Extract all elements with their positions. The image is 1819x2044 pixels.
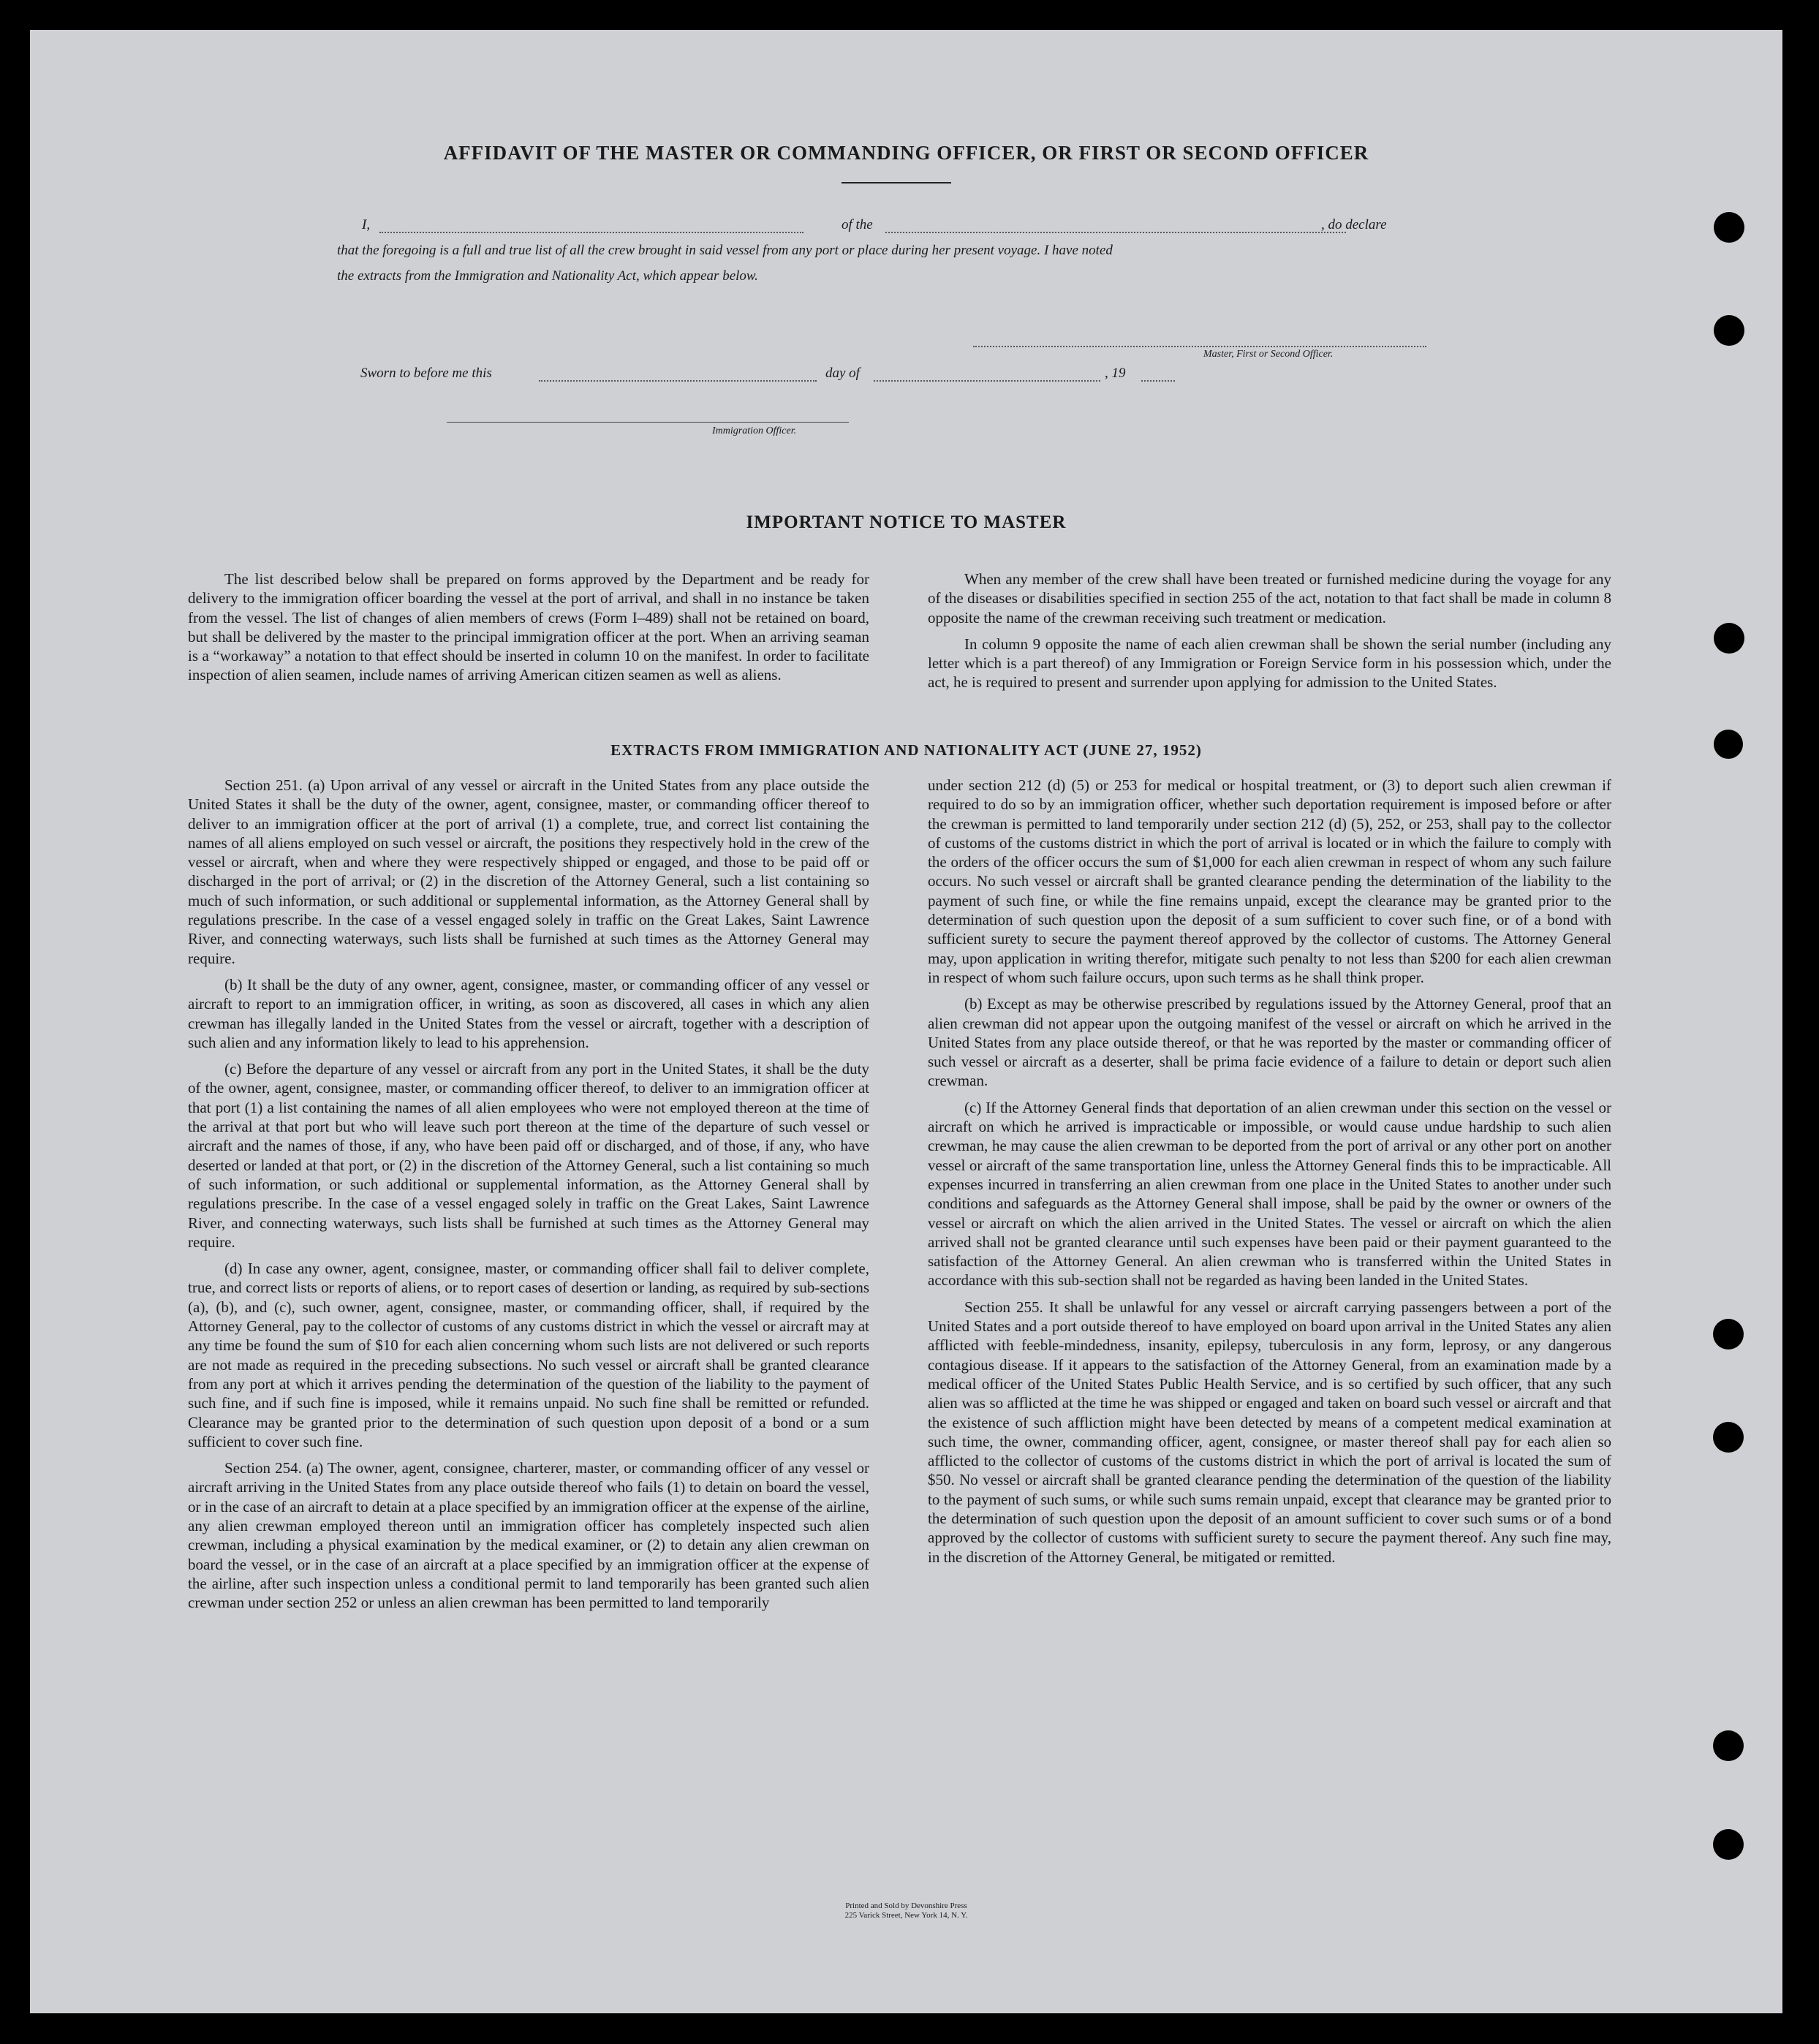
extract-paragraph: (c) Before the departure of any vessel or aircraft from any port in the United States, it shall be the duty of the owner, agent, consignee, master, or commanding officer thereof, to deliver to an immigration officer at that port (1) a list containing the names of all alien employees who were not employed thereon at the time of the arrival at that port but who will leave such port thereon at the time of the departure of such vessel or aircraft and the names of those, if any, who have been paid off or discharged, and of those, if any, who have deserted or landed at that port, or (2) in the discretion of the Attorney General, such a list containing so much of such information, or such additional or supplemental information, as the Attorney General shall by regulations prescribe. In the case of a vessel engaged solely in traffic on the Great Lakes, Saint Lawrence River, and connecting waterways, such lists shall be furnished at such times as the Attorney General may require. <box>188 1060 869 1251</box>
binder-hole <box>1714 212 1744 243</box>
extract-paragraph: (d) In case any owner, agent, consignee, master, or commanding officer shall fail to deliver complete, true, and correct lists or reports of aliens, or to report cases of desertion or landing, as required by sub-sections (a), (b), and (c), such owner, agent, consignee, master, or commanding officer, shall, if required by the Attorney General, pay to the collector of customs of any customs district in which the vessel or aircraft may at any time be found the sum of $10 for each alien concerning whom such lists are not delivered or such reports are not made as required in the preceding subsections. No such vessel or aircraft shall be granted clearance from any port at which it arrives pending the determination of the question of the liability to the payment of such fine, and if such fine is imposed, while it remains unpaid. No such fine shall be remitted or refunded. Clearance may be granted prior to the determination of such question upon deposit of a bond or a sum sufficient to cover such fine. <box>188 1260 869 1450</box>
title-rule <box>842 182 951 183</box>
notice-title: IMPORTANT NOTICE TO MASTER <box>746 512 1067 532</box>
signature-line[interactable] <box>973 346 1426 347</box>
affidavit-i-label: I, <box>362 217 371 232</box>
day-of-label: day of <box>825 366 860 381</box>
affidavit-title: AFFIDAVIT OF THE MASTER OR COMMANDING OFFICER, OR FIRST OR SECOND OFFICER <box>443 142 1369 164</box>
binder-hole <box>1714 730 1743 759</box>
officer-line[interactable] <box>447 422 849 423</box>
notice-paragraph: When any member of the crew shall have been treated or furnished medicine during the voyage for any of the diseases or disabilities specified in section 255 of the act, notation to that fact shall be made in column 8 opposite the name of the crewman receiving such treatment or medication. <box>928 570 1611 627</box>
binder-hole <box>1713 1319 1744 1350</box>
extracts-left-column <box>188 776 869 1612</box>
affidavit-of-the-label: of the <box>842 217 873 232</box>
extract-paragraph: under section 212 (d) (5) or 253 for medical or hospital treatment, or (3) to deport such alien crewman if required to do so by an immigration officer, whether such deportation requirement is imposed before or after the crewman is permitted to land temporarily under section 212 (d) (5), 252, or 253, shall pay to the collector of customs of the customs district in which the port of arrival is located or in which the failure to comply with the orders of the officer occurs the sum of $1,000 for each alien crewman in respect of whom any such failure occurs. No such vessel or aircraft shall be granted clearance pending the determination of the liability to the payment of such fine, or while the fine remains unpaid, except the clearance may be granted prior to the determination of such question upon the deposit of a sum sufficient to cover such fine, or of a bond with sufficient surety to secure the payment thereof approved by the collector of customs. The Attorney General may, upon application in writing therefor, mitigate such penalty to not less than $200 for each alien crewman in respect of whom such failure occurs, upon such terms as he shall think proper. <box>928 776 1611 986</box>
printer-address: 225 Varick Street, New York 14, N. Y. <box>844 1911 968 1920</box>
notice-paragraph: In column 9 opposite the name of each alien crewman shall be shown the serial number (including any letter which is a part thereof) of any Immigration or Foreign Service form in his possession which, under the act, he is required to present and surrender upon applying for admission to the United States. <box>928 635 1611 692</box>
affidavit-declare-label: , do declare <box>1321 217 1387 232</box>
binder-hole <box>1713 1829 1744 1860</box>
notice-paragraph: The list described below shall be prepared on forms approved by the Department and be ready for delivery to the immigration officer boarding the vessel at the port of arrival, and shall in no instance be taken from the vessel. The list of changes of alien members of crews (Form I–489) shall not be retained on board, but shall be delivered by the master to the principal immigration officer at the port. When an arriving seaman is a “workaway” a notation to that effect should be inserted in column 10 on the manifest. In order to facilitate inspection of alien seamen, include names of arriving American citizen seamen as well as aliens. <box>188 570 869 684</box>
affidavit-line-2: that the foregoing is a full and true list of all the crew brought in said vessel from any port or place during her present voyage. I have noted <box>337 243 1113 258</box>
extract-paragraph: Section 251. (a) Upon arrival of any vessel or aircraft in the United States from any place outside the United States it shall be the duty of the owner, agent, consignee, master, or commanding officer thereof to deliver to an immigration officer at the port of arrival (1) a complete, true, and correct list containing the names of all aliens employed on such vessel or aircraft, the positions they respectively hold in the crew of the vessel or aircraft, when and where they were respectively shipped or engaged, and those to be paid off or discharged in the port of arrival; or (2) in the discretion of the Attorney General, such a list containing so much of such information, or such additional or supplemental information, as the Attorney General shall by regulations prescribe. In the case of a vessel engaged solely in traffic on the Great Lakes, Saint Lawrence River, and connecting waterways, such lists shall be furnished at such times as the Attorney General may require. <box>188 776 869 967</box>
sworn-day-blank[interactable] <box>539 380 817 382</box>
extracts-title: EXTRACTS FROM IMMIGRATION AND NATIONALITY ACT (JUNE 27, 1952) <box>610 741 1202 759</box>
vessel-blank[interactable] <box>885 232 1346 233</box>
notice-right-column <box>928 569 1611 692</box>
extract-paragraph: (b) It shall be the duty of any owner, agent, consignee, master, or commanding officer of any vessel or aircraft to report to an immigration officer, in writing, as soon as discovered, all cases in which any alien crewman has illegally landed in the United States from the vessel or aircraft, together with a description of such alien and any information likely to lead to his apprehension. <box>188 975 869 1051</box>
binder-hole <box>1713 1422 1744 1453</box>
name-blank[interactable] <box>379 232 803 233</box>
printer-imprint <box>30 1901 1782 1920</box>
binder-hole <box>1714 623 1744 654</box>
year-label: , 19 <box>1105 366 1126 381</box>
form-sheet <box>30 30 1782 2013</box>
printer-name: Printed and Sold by Devonshire Press <box>845 1901 967 1910</box>
affidavit-line-3: the extracts from the Immigration and Nationality Act, which appear below. <box>337 268 758 284</box>
binder-hole <box>1714 315 1744 346</box>
sworn-month-blank[interactable] <box>874 380 1100 382</box>
extract-paragraph: Section 254. (a) The owner, agent, consignee, charterer, master, or commanding officer of any vessel or aircraft arriving in the United States from any place outside thereof who fails (1) to detain on board the vessel, or in the case of an aircraft to detain at a place specified by an immigration officer at the expense of the airline, any alien crewman employed thereon until an immigration officer has completely inspected such alien crewman, including a physical examination by the medical examiner, or (2) to detain any alien crewman on board the vessel, or in the case of an aircraft at a place specified by an immigration officer at the expense of the airline, after such inspection unless a conditional permit to land temporarily has been granted such alien crewman under section 252 or unless an alien crewman has been permitted to land temporarily <box>188 1459 869 1612</box>
extract-paragraph: (b) Except as may be otherwise prescribed by regulations issued by the Attorney General, proof that an alien crewman did not appear upon the outgoing manifest of the vessel or aircraft on which he arrived in the United States from any place outside thereof, or that he was reported by the master or commanding officer of such vessel or aircraft as a deserter, shall be prima facie evidence of a failure to detain or deport such alien crewman. <box>928 995 1611 1090</box>
officer-caption: Immigration Officer. <box>712 425 797 436</box>
extract-paragraph: Section 255. It shall be unlawful for any vessel or aircraft carrying passengers between a port of the United States and a port outside thereof to have employed on board upon arrival in the United States any alien afflicted with feeble-mindedness, insanity, epilepsy, tuberculosis in any form, leprosy, or any dangerous contagious disease. If it appears to the satisfaction of the Attorney General, from an examination made by a medical officer of the United States Public Health Service, and is so certified by such officer, that any such alien was so afflicted at the time he was shipped or engaged and taken on board such vessel or aircraft and that the existence of such affliction might have been detected by means of a competent medical examination at such time, the owner, commanding officer, agent, consignee, or master thereof shall pay for each alien so afflicted to the collector of customs of the customs district in which the port of arrival is located the sum of $50. No vessel or aircraft shall be granted clearance pending the determination of the question of the liability to the payment of such sums, or while such sums remain unpaid, except that clearance may be granted prior to the determination of such question upon the deposit of an amount sufficient to cover such sums or of a bond approved by the collector of customs with sufficient surety to secure the payment thereof. Any such fine may, in the discretion of the Attorney General, be mitigated or remitted. <box>928 1298 1611 1566</box>
extract-paragraph: (c) If the Attorney General finds that deportation of an alien crewman under this section on the vessel or aircraft on which he arrived is impracticable or impossible, or would cause undue hardship to such alien crewman, he may cause the alien crewman to be deported from the port of arrival or any other port on another vessel or aircraft of the same transportation line, unless the Attorney General finds this to be impracticable. All expenses incurred in transferring an alien crewman from one place in the United States to another under such conditions and safeguards as the Attorney General shall impose, shall be paid by the owner or owners of the vessel or aircraft on which the alien arrived in the United States. The vessel or aircraft on which the alien arrived shall not be granted clearance until such expenses have been paid or their payment guaranteed to the satisfaction of the Attorney General. An alien crewman who is transferred within the United States in accordance with this sub-section shall not be regarded as having been landed in the United States. <box>928 1098 1611 1290</box>
notice-left-column <box>188 569 869 685</box>
year-blank[interactable] <box>1141 380 1175 382</box>
sworn-label: Sworn to before me this <box>360 366 492 381</box>
signature-caption: Master, First or Second Officer. <box>1203 349 1334 360</box>
binder-hole <box>1713 1730 1744 1761</box>
extracts-right-column <box>928 776 1611 1567</box>
